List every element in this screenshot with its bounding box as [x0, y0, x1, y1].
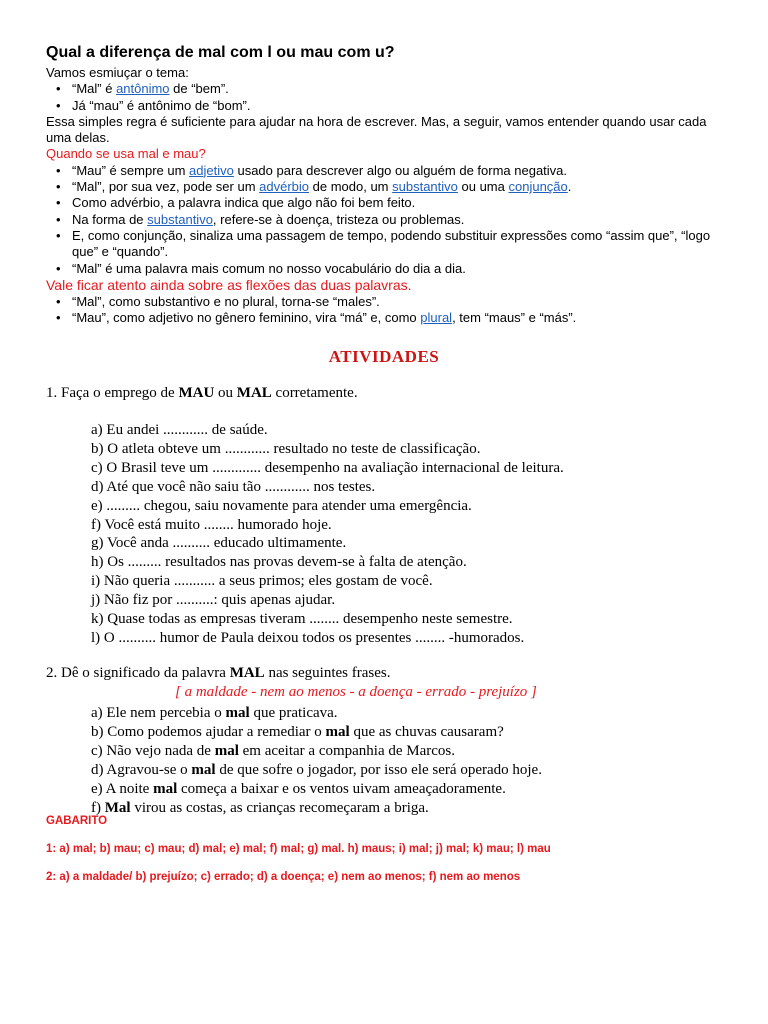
exercise-item: l) O .......... humor de Paula deixou todos os presentes ........ -humorados. [91, 629, 525, 646]
exercise-item [91, 799, 542, 818]
list-item [72, 98, 726, 114]
page-title: Qual a diferença de mal com l ou mau com u? [46, 44, 395, 61]
item-text: f) [91, 799, 105, 816]
exercise-item: i) Não queria ........... a seus primos; eles gostam de você. [91, 573, 433, 590]
usage-heading: Quando se usa mal e mau? [46, 146, 206, 162]
flexoes-heading: Vale ficar atento ainda sobre as flexões das duas palavras. [46, 276, 412, 293]
question-1-items [91, 421, 564, 648]
exercise-item [91, 704, 542, 723]
exercise-item: a) Eu andei ............ de saúde. [91, 422, 268, 438]
question-text: nas seguintes frases. [264, 665, 391, 681]
list-item [72, 228, 726, 261]
item-text: , refere-se à doença, tristeza ou problemas. [212, 211, 465, 227]
item-text: a) Ele nem percebia o [91, 705, 226, 721]
question-text: ou [214, 385, 237, 401]
item-text: E, como conjunção, sinaliza uma passagem de tempo, podendo substituir expressões como “assim que”, “logo que” e “quando”. [72, 227, 711, 260]
link-plural[interactable]: plural [420, 310, 453, 326]
exercise-item [91, 761, 542, 780]
exercise-item: h) Os ......... resultados nas provas devem-se à falta de atenção. [91, 554, 467, 571]
keyword-mal: mal [153, 780, 178, 797]
item-text: virou as costas, as crianças recomeçaram a briga. [130, 799, 429, 816]
list-item [72, 212, 726, 228]
explanation-section [46, 43, 726, 326]
link-substantivo[interactable]: substantivo [392, 179, 458, 195]
keyword-mal: MAL [236, 385, 272, 401]
item-text: “Mau”, como adjetivo no gênero feminino, vira “má” e, como [72, 310, 421, 326]
item-text: , tem “maus” e “más”. [452, 310, 577, 326]
answer-key-line-1: 1: a) mal; b) mau; c) mau; d) mal; e) mal; f) mal; g) mal. h) maus; i) mal; j) mal; k) mau; l) mau [46, 843, 551, 855]
activities-heading: ATIVIDADES [328, 347, 440, 366]
keyword-mal: mal [191, 761, 216, 778]
item-text: ou uma [457, 179, 509, 195]
exercise-item: j) Não fiz por ..........: quis apenas ajudar. [91, 592, 336, 609]
link-adjetivo[interactable]: adjetivo [189, 162, 234, 178]
exercise-item: b) O atleta obteve um ............ resultado no teste de classificação. [91, 440, 481, 457]
keyword-mal: MAL [229, 665, 265, 681]
intro-list [46, 81, 726, 114]
item-text: “Mal” é uma palavra mais comum no nosso vocabulário do dia a dia. [72, 260, 466, 276]
keyword-mal: mal [325, 723, 350, 740]
item-text: c) Não vejo nada de [91, 742, 215, 759]
flexoes-list [46, 294, 726, 327]
answer-options: [ a maldade - nem ao menos - a doença - errado - prejuízo ] [175, 684, 537, 700]
item-text: “Mau” é sempre um [72, 162, 190, 178]
keyword-mal: mal [214, 742, 239, 759]
link-conjuncao[interactable]: conjunção [508, 179, 568, 195]
item-text: que praticava. [249, 705, 338, 721]
exercise-item [91, 723, 542, 742]
list-item [72, 163, 726, 179]
answer-key-line-2: 2: a) a maldade/ b) prejuízo; c) errado; d) a doença; e) nem ao menos; f) nem ao menos [46, 871, 521, 883]
item-text: d) Agravou-se o [91, 761, 192, 778]
exercise-item: c) O Brasil teve um ............. desempenho na avaliação internacional de leitura. [91, 459, 564, 476]
list-item [72, 261, 726, 277]
link-adverbio[interactable]: advérbio [259, 179, 310, 195]
link-antonimo[interactable]: antônimo [116, 81, 170, 97]
usage-list [46, 163, 726, 277]
question-text: corretamente. [271, 385, 358, 401]
item-text: “Mal” é [72, 81, 117, 97]
answer-key-label: GABARITO [46, 815, 108, 827]
question-2-title [46, 665, 391, 682]
item-text: em aceitar a companhia de Marcos. [238, 742, 456, 759]
link-substantivo[interactable]: substantivo [147, 211, 213, 227]
list-item [72, 81, 726, 97]
item-text: b) Como podemos ajudar a remediar o [91, 723, 326, 740]
question-text: 2. Dê o significado da palavra [46, 665, 230, 681]
exercise-item: g) Você anda .......... educado ultimamente. [91, 535, 347, 552]
item-text: . [567, 179, 572, 195]
list-item [72, 294, 726, 310]
exercise-item: f) Você está muito ........ humorado hoje. [91, 516, 332, 533]
exercise-item [91, 742, 542, 761]
keyword-mal: Mal [104, 799, 131, 816]
item-text: e) A noite [91, 780, 154, 797]
exercise-item [91, 780, 542, 799]
list-item [72, 195, 726, 211]
exercise-item: e) ......... chegou, saiu novamente para atender uma emergência. [91, 497, 472, 514]
item-text: que as chuvas causaram? [349, 723, 504, 740]
item-text: Na forma de [72, 211, 148, 227]
item-text: “Mal”, como substantivo e no plural, torna-se “males”. [72, 293, 380, 309]
question-1-title [46, 385, 358, 402]
item-text: Já “mau” é antônimo de “bom”. [72, 97, 251, 113]
list-item [72, 310, 726, 326]
list-item [72, 179, 726, 195]
keyword-mau: MAU [178, 385, 215, 401]
item-text: de modo, um [309, 179, 393, 195]
item-text: de que sofre o jogador, por isso ele será operado hoje. [215, 761, 542, 778]
exercise-item: d) Até que você não saiu tão ............ nos testes. [91, 478, 376, 495]
intro-text: Vamos esmiuçar o tema: [46, 65, 189, 80]
item-text: começa a baixar e os ventos uivam ameaçadoramente. [177, 780, 506, 797]
item-text: “Mal”, por sua vez, pode ser um [72, 179, 260, 195]
question-2-items [91, 704, 542, 817]
exercise-item: k) Quase todas as empresas tiveram ........ desempenho neste semestre. [91, 611, 513, 628]
keyword-mal: mal [225, 705, 250, 721]
question-text: 1. Faça o emprego de [46, 385, 179, 401]
rule-text: Essa simples regra é suficiente para ajudar na hora de escrever. Mas, a seguir, vamos entender quando usar cada uma delas. [46, 113, 707, 146]
item-text: de “bem”. [169, 81, 229, 97]
item-text: usado para descrever algo ou alguém de forma negativa. [233, 162, 568, 178]
item-text: Como advérbio, a palavra indica que algo não foi bem feito. [72, 195, 416, 211]
